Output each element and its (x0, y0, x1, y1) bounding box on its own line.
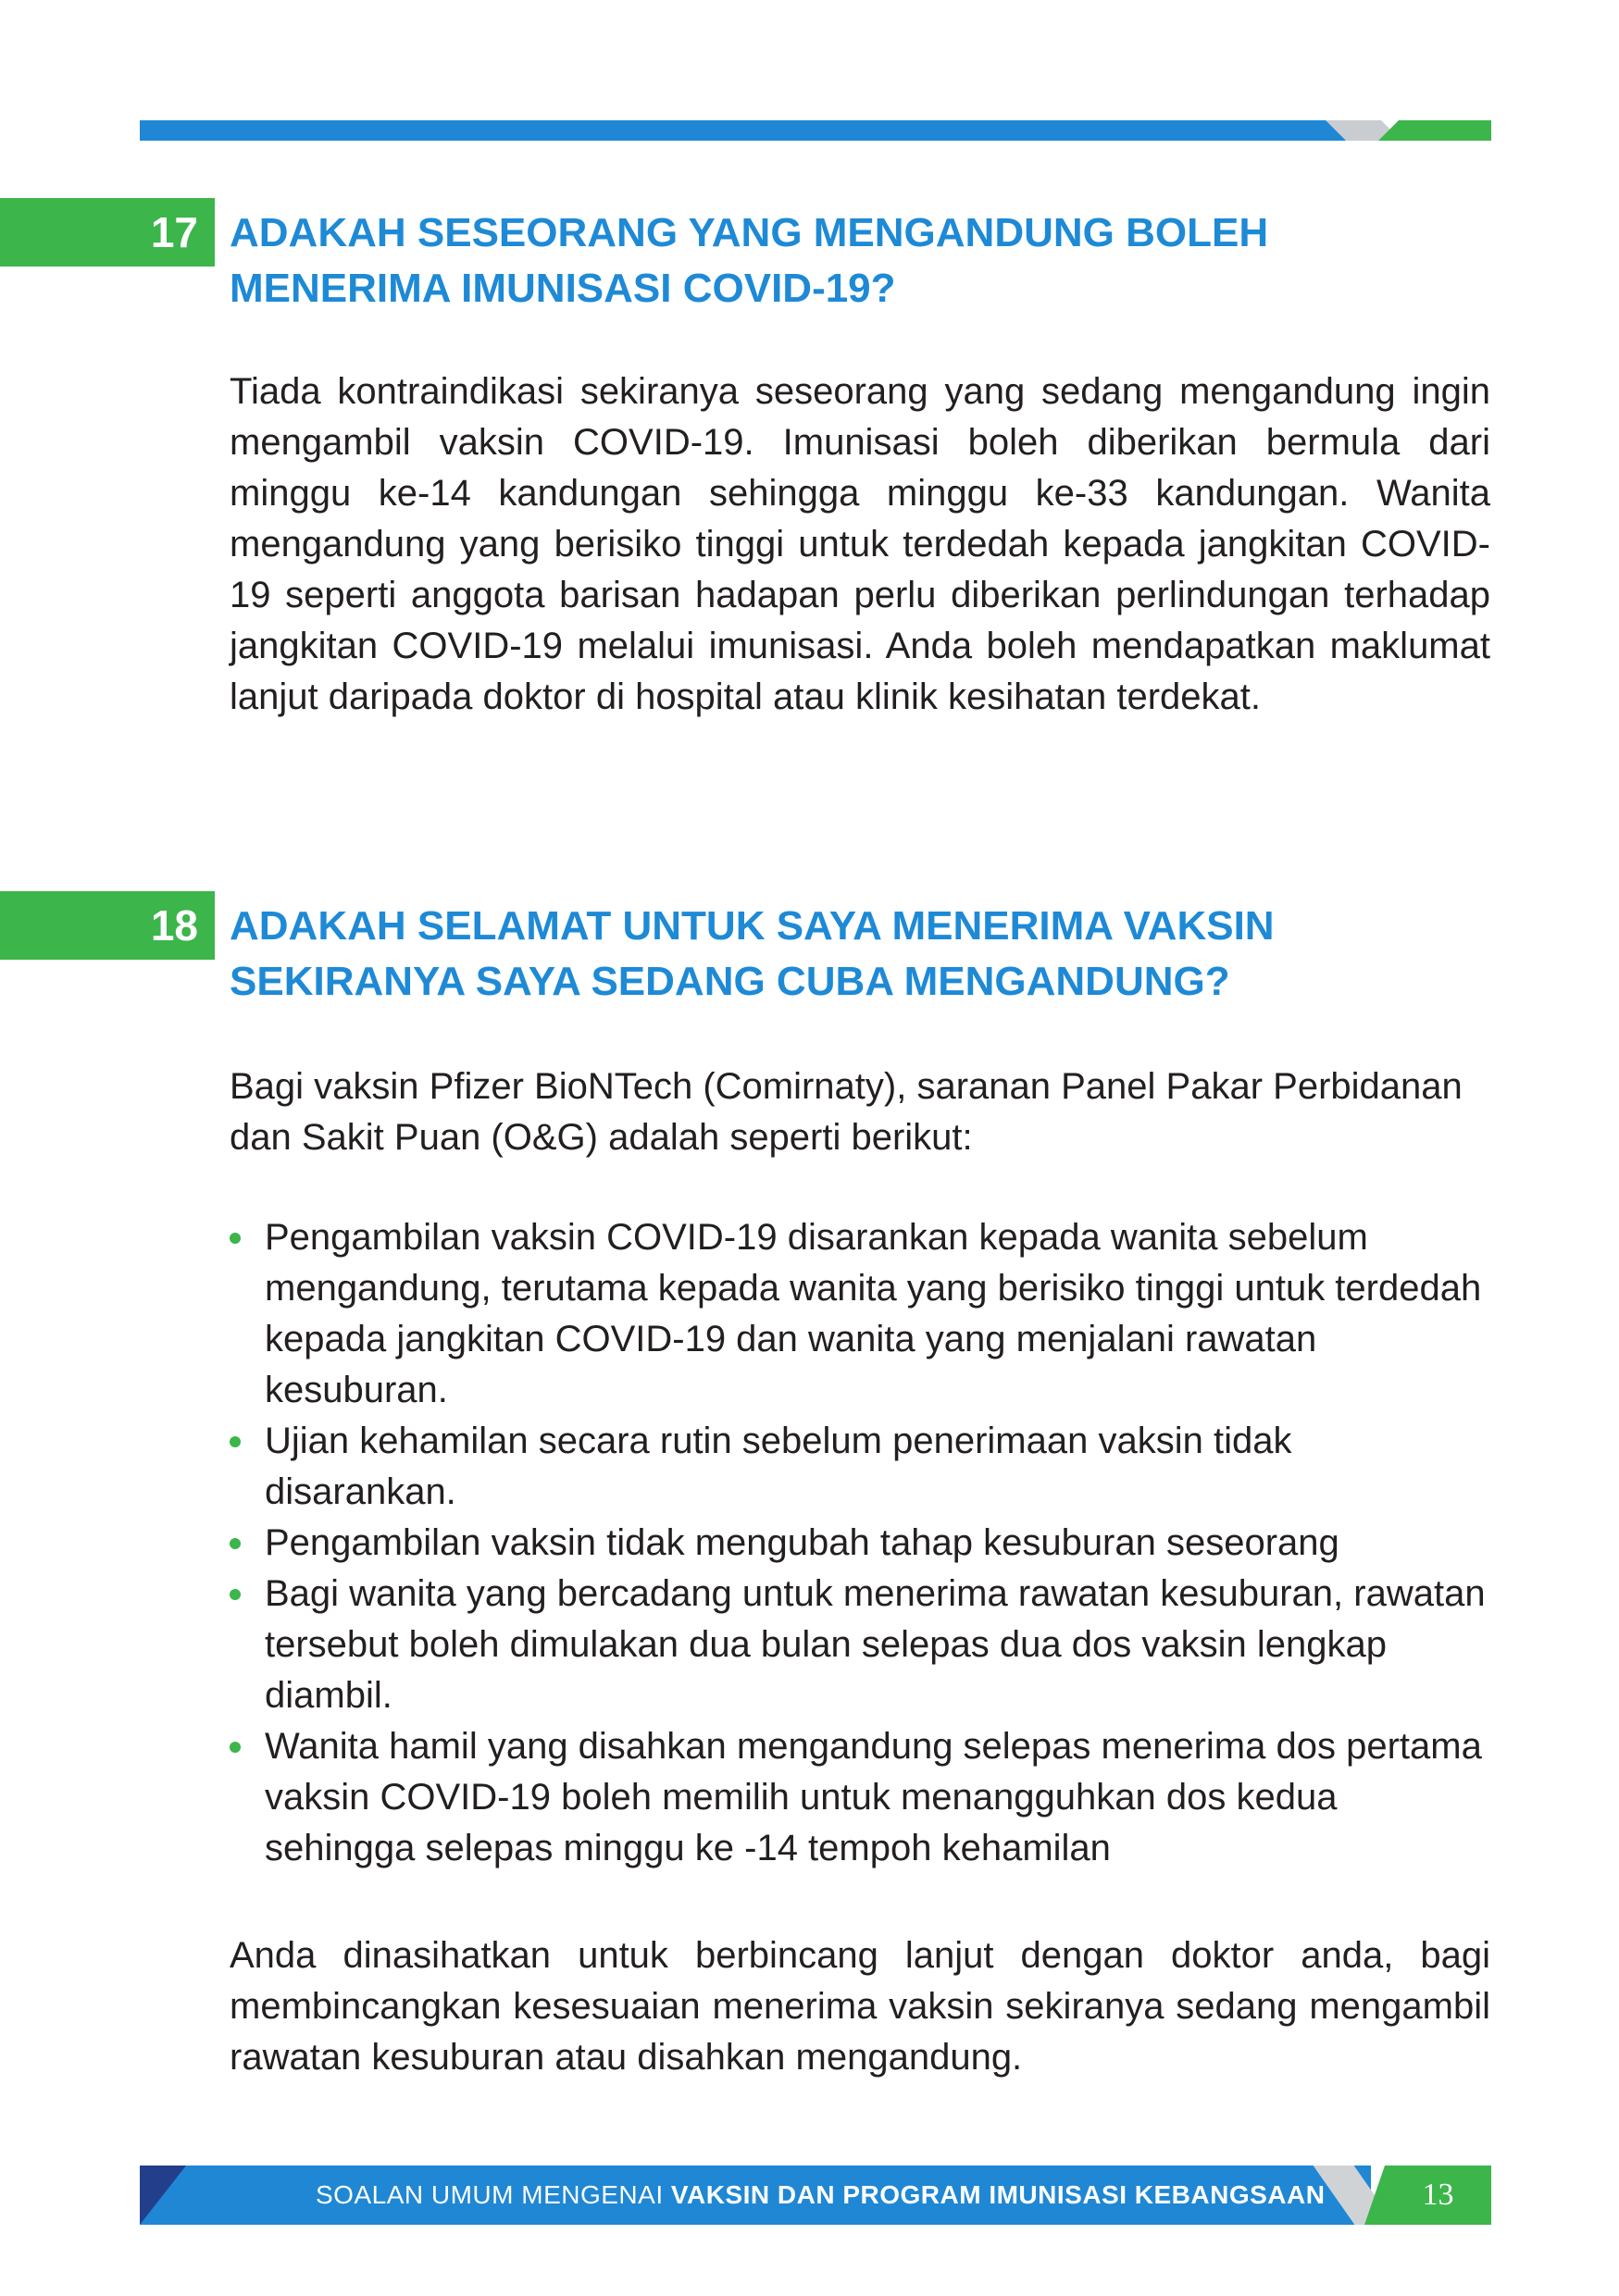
answer-intro: Bagi vaksin Pfizer BioNTech (Comirnaty), saranan Panel Pakar Perbidanan dan Sakit Puan (O&G) adalah seperti berikut: (230, 1066, 1463, 1158)
list-item: Pengambilan vaksin COVID-19 disarankan kepada wanita sebelum mengandung, terutama kepada wanita yang berisiko tinggi untuk terdedah kepada jangkitan COVID-19 dan wanita yang menjalani rawatan kesuburan. (230, 1212, 1490, 1416)
question-number-tab: 17 (0, 198, 215, 267)
recommendation-list (230, 1212, 1490, 1874)
question-heading (230, 899, 1433, 1010)
question-number-tab: 18 (0, 891, 215, 960)
question-heading-line: SEKIRANYA SAYA SEDANG CUBA MENGANDUNG? (230, 959, 1230, 1004)
bullet-icon (230, 1233, 241, 1244)
top-decorative-bar (140, 120, 1491, 141)
list-item: Wanita hamil yang disahkan mengandung selepas menerima dos pertama vaksin COVID-19 boleh memilih untuk menangguhkan dos kedua sehingga selepas minggu ke -14 tempoh kehamilan (230, 1721, 1490, 1874)
bullet-icon (230, 1742, 241, 1753)
bullet-icon (230, 1436, 241, 1447)
question-heading-line: ADAKAH SESEORANG YANG MENGANDUNG BOLEH (230, 210, 1269, 255)
answer-paragraph: Tiada kontraindikasi sekiranya seseorang yang sedang mengandung ingin mengambil vaksin COVID-19. Imunisasi boleh diberikan bermula dari minggu ke-14 kandungan sehingga minggu ke-33 kandungan. Wanita mengandung yang berisiko tinggi untuk terdedah kepada jangkitan COVID-19 seperti anggota barisan hadapan perlu diberikan perlindungan terhadap jangkitan COVID-19 melalui imunisasi. Anda boleh mendapatkan maklumat lanjut daripada doktor di hospital atau klinik kesihatan terdekat. (230, 371, 1490, 717)
page-number: 13 (1422, 2178, 1454, 2212)
list-item: Ujian kehamilan secara rutin sebelum penerimaan vaksin tidak disarankan. (230, 1416, 1490, 1518)
page-footer (140, 2166, 1491, 2225)
closing-paragraph: Anda dinasihatkan untuk berbincang lanjut dengan doktor anda, bagi membincangkan kesesuaian menerima vaksin sekiranya sedang mengambil rawatan kesuburan atau disahkan mengandung. (230, 1935, 1490, 2078)
bullet-icon (230, 1538, 241, 1549)
top-bar-green-segment (1399, 120, 1491, 141)
footer-title: SOALAN UMUM MENGENAI VAKSIN DAN PROGRAM IMUNISASI KEBANGSAAN (316, 2180, 1326, 2209)
bullet-icon (230, 1589, 241, 1600)
top-bar-blue-segment (140, 120, 1380, 141)
question-heading (230, 205, 1433, 316)
question-heading-line: ADAKAH SELAMAT UNTUK SAYA MENERIMA VAKSIN (230, 903, 1275, 949)
list-item: Pengambilan vaksin tidak mengubah tahap kesuburan seseorang (230, 1518, 1490, 1569)
list-item: Bagi wanita yang bercadang untuk menerima rawatan kesuburan, rawatan tersebut boleh dimulakan dua bulan selepas dua dos vaksin lengkap diambil. (230, 1569, 1490, 1721)
question-heading-line: MENERIMA IMUNISASI COVID-19? (230, 266, 896, 311)
footer-navy-triangle (140, 2166, 186, 2225)
